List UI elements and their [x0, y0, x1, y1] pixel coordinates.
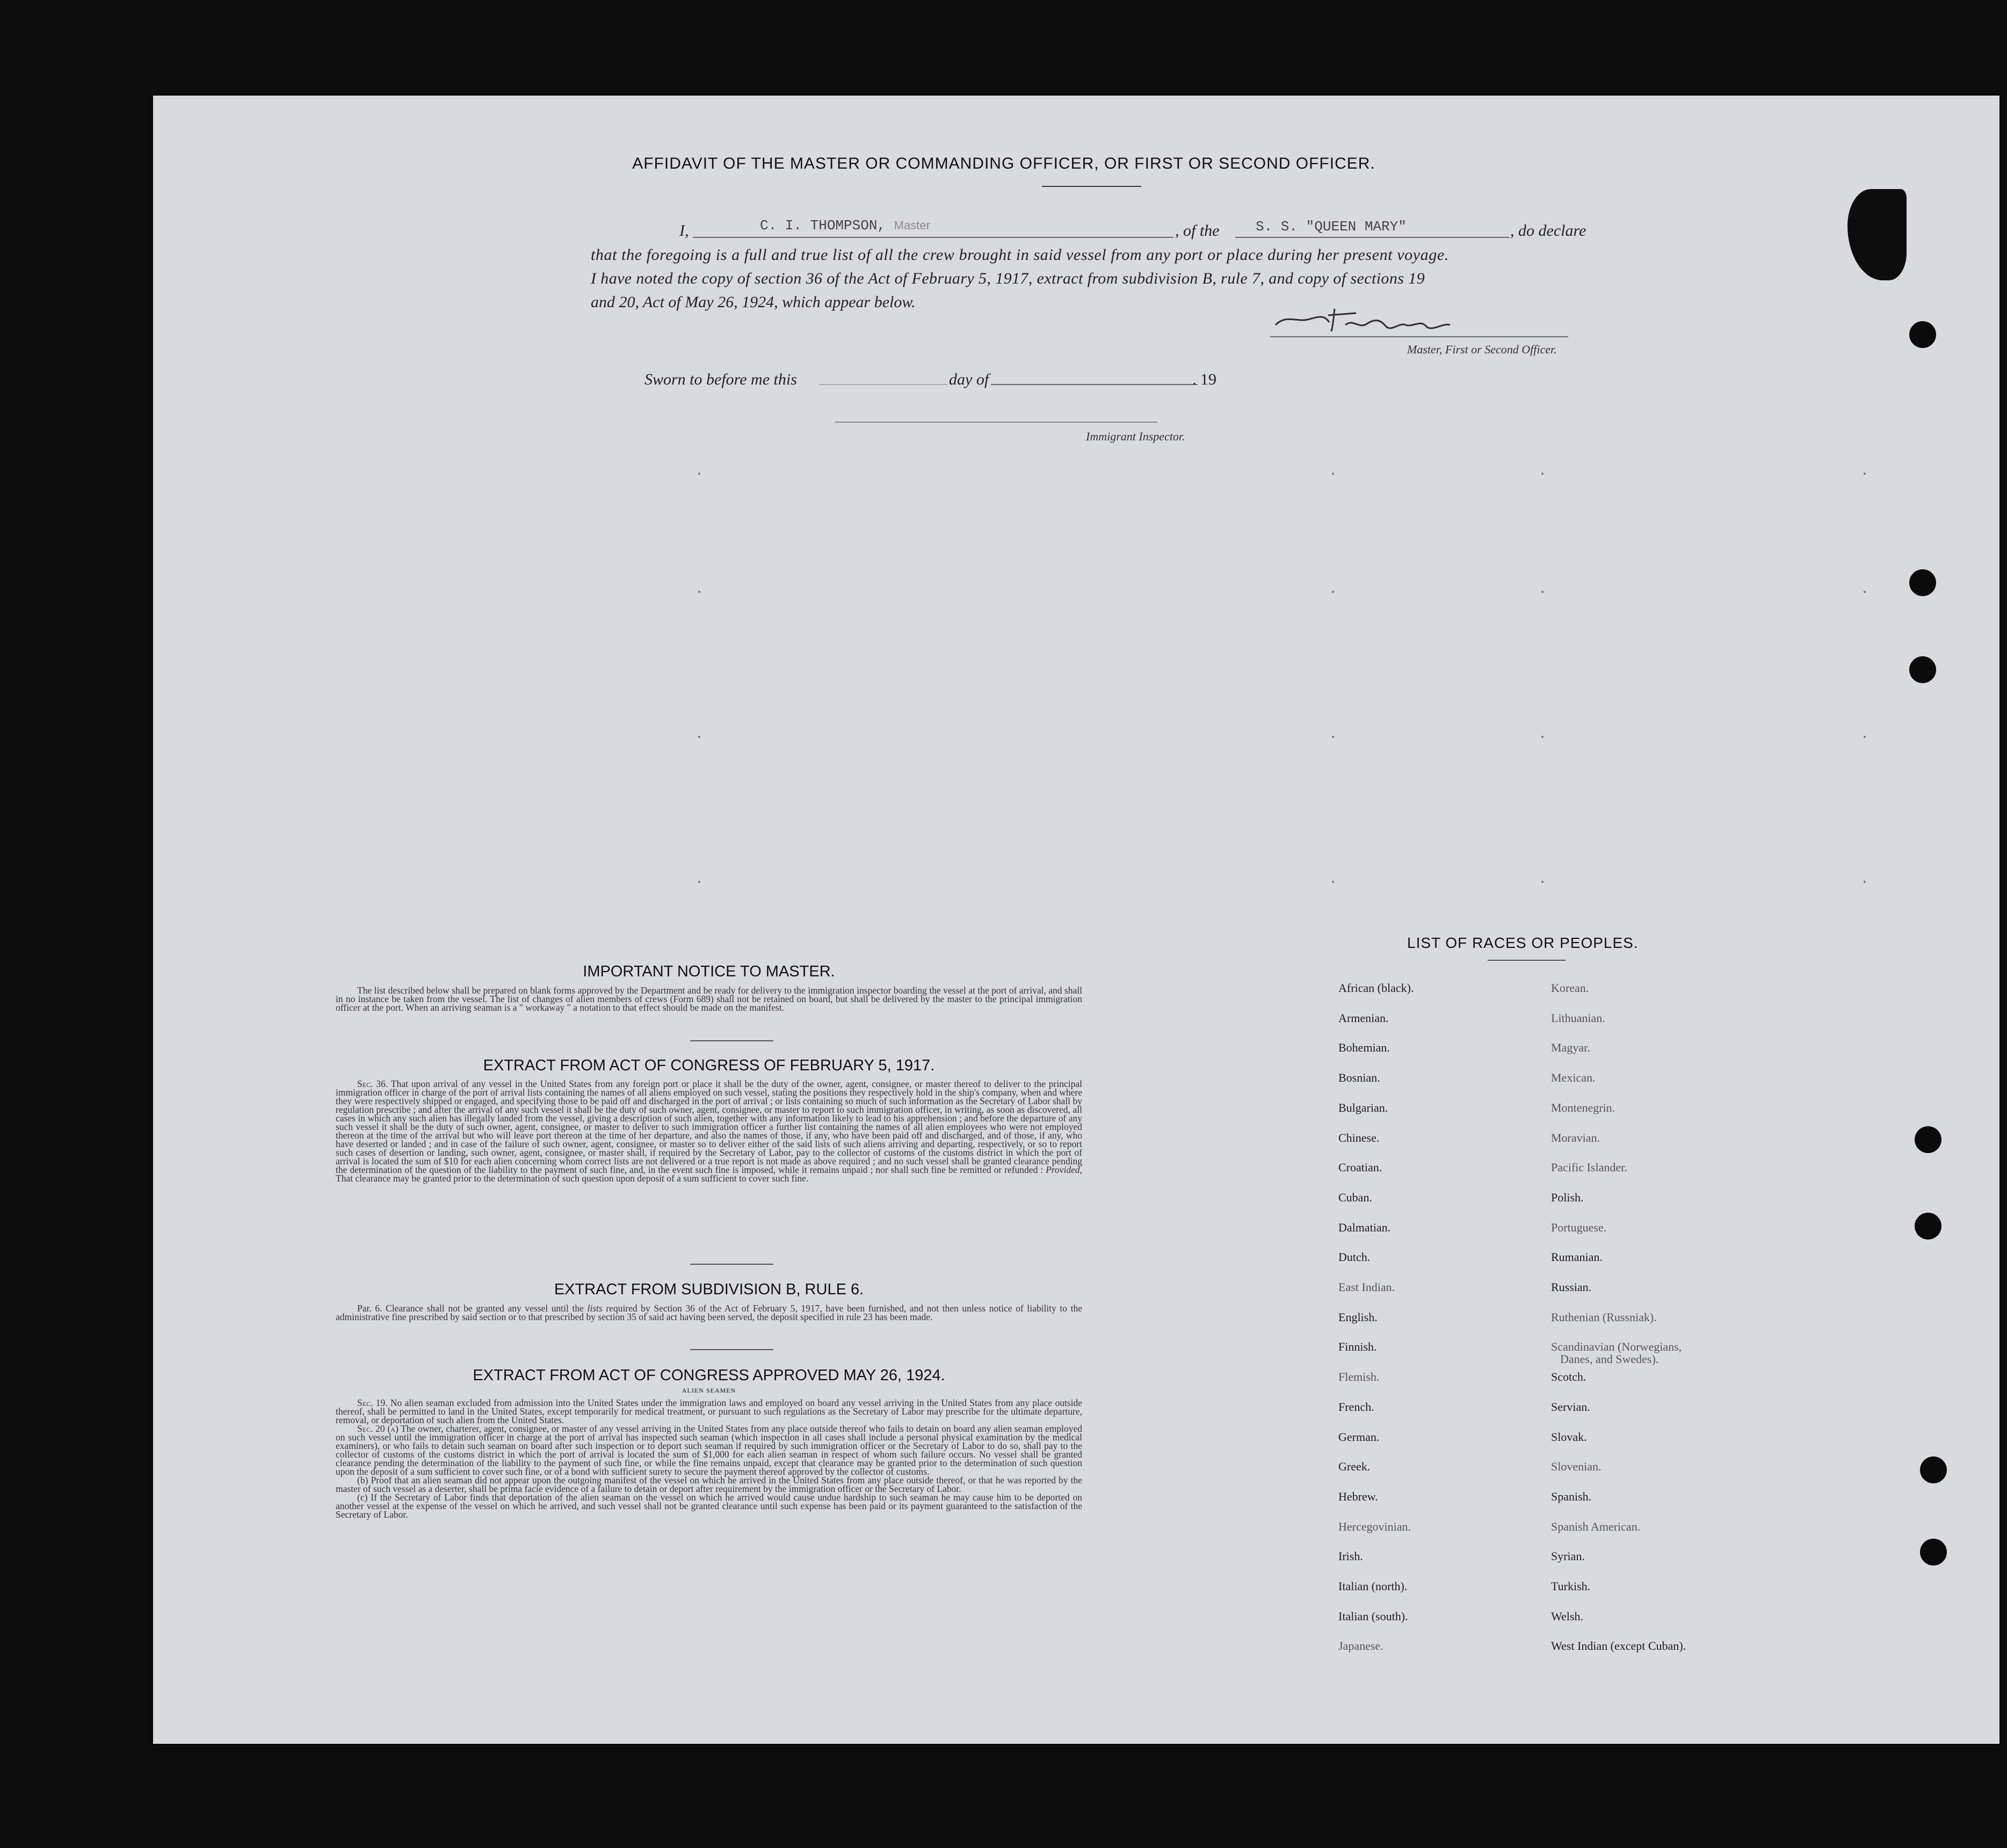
inspector-caption: Immigrant Inspector.	[1086, 430, 1185, 443]
master-signature	[1265, 298, 1458, 341]
race-item: French.	[1338, 1400, 1374, 1414]
race-item: Rumanian.	[1551, 1250, 1603, 1264]
i-label: I,	[679, 222, 689, 240]
column-mark	[1864, 736, 1866, 738]
title-underline	[1042, 186, 1141, 187]
do-declare-label: , do declare	[1510, 222, 1586, 240]
column-mark	[1332, 591, 1334, 593]
column-mark	[1332, 736, 1334, 738]
race-item: Croatian.	[1338, 1161, 1382, 1175]
extract-1917-body: Sec. 36. That upon arrival of any vessel in the United States from any foreign port or place it shall be the duty of the owner, agent, consignee, or master thereof to deliver to the principal immigration officer in charge of the port of arrival lists containing the names of all aliens employed on such vessel, stating the positions they respectively hold in the ship's company, when and where they were respectively shipped or engaged, and specifying those to be paid off and discharged in the port of arrival ; or lists containing so much of such information as the Secretary of Labor shall by regulation prescribe ; and after the arrival of any such vessel it shall be the duty of such owner, agent, consignee, or master to report to such immigration officer, in writing, as soon as discovered, all cases in which any such alien has illegally landed from the vessel, giving a description of such alien, together with any information likely to lead to his apprehension ; and before the departure of any such vessel it shall be the duty of such owner, agent, consignee, or master to deliver to such immigration officer a further list containing the names of all alien employees who were not employed thereon at the time of the arrival but who will leave port thereon at the time of her departure, and also the names of those, if any, who have been paid off and discharged, and of those, if any, who have deserted or landed ; and in case of the failure of such owner, agent, consignee, or master so to deliver either of the said lists of such aliens arriving and departing, respectively, or so to report such cases of desertion or landing, such owner, agent, consignee, or master shall, if required by the Secretary of Labor, pay to the collector of customs of the customs district in which the port of arrival is located the sum of $10 for each alien concerning whom correct lists are not delivered or a true report is not made as above required ; and no such vessel shall be granted clearance pending the determination of the question of the liability to the payment of such fine, and, in the event such fine is imposed, while it remains unpaid ; nor shall such fine be remitted or refunded : Provided, That clearance may be granted prior to the determination of such question upon deposit of a sum sufficient to cover such fine.	[336, 1078, 1082, 1184]
punch-hole	[1920, 1456, 1947, 1483]
race-item: Armenian.	[1338, 1011, 1389, 1025]
races-title: LIST OF RACES OR PEOPLES.	[1407, 934, 1639, 951]
extract-1924-subtitle: ALIEN SEAMEN	[682, 1387, 736, 1394]
notice-title: IMPORTANT NOTICE TO MASTER.	[583, 963, 835, 980]
day-of-label: day of	[949, 371, 989, 388]
signature-caption: Master, First or Second Officer.	[1407, 343, 1557, 356]
race-item: Russian.	[1551, 1280, 1592, 1294]
races-title-underline	[1488, 960, 1566, 961]
notice-body: The list described below shall be prepared on blank forms approved by the Department and be ready for delivery to the immigration inspector boarding the vessel at the port of arrival, and shall in no instance be taken from the vessel. The list of changes of alien members of crews (Form 689) shall not be retained on board, but shall be delivered by the master to the principal immigration officer at the port. When an arriving seaman is a " workaway " a notation to that effect should be made on the manifest.	[336, 985, 1082, 1013]
race-item: Lithuanian.	[1551, 1011, 1605, 1025]
race-item: Ruthenian (Russniak).	[1551, 1310, 1657, 1324]
sworn-month-line	[991, 384, 1198, 385]
race-item: Slovenian.	[1551, 1460, 1602, 1474]
race-item: Flemish.	[1338, 1370, 1380, 1384]
race-item: Korean.	[1551, 981, 1589, 995]
race-item: Welsh.	[1551, 1609, 1583, 1623]
punch-hole	[1915, 1213, 1941, 1240]
race-item: Finnish.	[1338, 1340, 1377, 1354]
race-item: Bulgarian.	[1338, 1100, 1388, 1114]
race-item: Mexican.	[1551, 1071, 1596, 1085]
column-mark	[1864, 473, 1866, 475]
vessel-name: S. S. "QUEEN MARY"	[1256, 219, 1407, 235]
race-item: Turkish.	[1551, 1579, 1591, 1593]
extract-rule6-title: EXTRACT FROM SUBDIVISION B, RULE 6.	[554, 1281, 864, 1298]
punch-hole	[1909, 321, 1936, 348]
column-mark	[698, 591, 700, 593]
sworn-label: Sworn to before me this	[644, 371, 797, 388]
punch-hole	[1915, 1126, 1941, 1153]
affidavit-line-4: and 20, Act of May 26, 1924, which appear below.	[591, 293, 916, 311]
column-mark	[1541, 881, 1544, 883]
column-mark	[698, 736, 700, 738]
signature-line	[1270, 336, 1568, 337]
punch-hole	[1909, 656, 1936, 683]
race-item: Bohemian.	[1338, 1041, 1390, 1055]
race-item: Scotch.	[1551, 1370, 1586, 1384]
race-item: Montenegrin.	[1551, 1100, 1615, 1114]
race-item: Cuban.	[1338, 1190, 1372, 1204]
column-mark	[1541, 736, 1544, 738]
race-item: Hebrew.	[1338, 1489, 1378, 1503]
column-mark	[1864, 881, 1866, 883]
race-item: Greek.	[1338, 1460, 1371, 1474]
race-continuation: Danes, and Swedes).	[1560, 1352, 1659, 1366]
race-item: Syrian.	[1551, 1549, 1585, 1563]
race-item: Servian.	[1551, 1400, 1590, 1414]
race-item: Pacific Islander.	[1551, 1161, 1627, 1175]
section-divider	[690, 1349, 773, 1350]
column-mark	[1332, 881, 1334, 883]
race-item: Chinese.	[1338, 1130, 1380, 1144]
race-item: Dutch.	[1338, 1250, 1371, 1264]
column-mark	[1541, 591, 1544, 593]
race-item: Hercegovinian.	[1338, 1519, 1411, 1533]
race-item: Irish.	[1338, 1549, 1363, 1563]
inspector-line	[835, 422, 1157, 423]
race-item: West Indian (except Cuban).	[1551, 1639, 1686, 1653]
race-item: English.	[1338, 1310, 1378, 1324]
section-divider	[690, 1264, 773, 1265]
column-mark	[698, 881, 700, 883]
race-item: Japanese.	[1338, 1639, 1383, 1653]
punch-hole	[1920, 1539, 1947, 1566]
race-item: Moravian.	[1551, 1130, 1600, 1144]
column-mark	[1332, 473, 1334, 475]
master-name-line	[693, 237, 1173, 238]
sworn-day-line	[819, 384, 948, 385]
race-item: Spanish American.	[1551, 1519, 1641, 1533]
race-item: Magyar.	[1551, 1041, 1590, 1055]
column-mark	[698, 473, 700, 475]
race-item: African (black).	[1338, 981, 1414, 995]
race-item: Portuguese.	[1551, 1220, 1607, 1234]
column-mark	[1864, 591, 1866, 593]
affidavit-title: AFFIDAVIT OF THE MASTER OR COMMANDING OFFICER, OR FIRST OR SECOND OFFICER.	[632, 155, 1375, 172]
year-label: . 19	[1192, 371, 1216, 388]
column-mark	[1541, 473, 1544, 475]
race-item: Scandinavian (Norwegians,	[1551, 1340, 1682, 1354]
vessel-name-line	[1235, 237, 1509, 238]
section-divider	[690, 1040, 773, 1041]
extract-1924-body: Sec. 19. No alien seaman excluded from admission into the United States under the immigration laws and employed on board any vessel arriving in the United States from any place outside thereof, shall be permitted to land in the United States, except temporarily for medical treatment, or pursuant to such regulations as the Secretary of Labor may prescribe for the ultimate departure, removal, or deportation of such alien from the United States. Sec. 20 (a) The owner, charterer, agent, consignee, or master of any vessel arriving in the United States from any place outside thereof who fails to detain on board any alien seaman employed on such vessel until the immigration officer in charge at the port of arrival has inspected such seaman (which inspection in all cases shall include a personal physical examination by the medical examiners), or who fails to detain such seaman on board after such inspection or to deport such seaman if required by such immigration officer or the Secretary of Labor to do so, shall pay to the collector of customs of the customs district in which the port of arrival is located the sum of $1,000 for each alien seaman in respect of whom such failure occurs. No vessel shall be granted clearance pending the determination of the liability to the payment of such fine, or while the fine remains unpaid, except that clearance may be granted prior to the determination of such question upon the deposit of a sum sufficient to cover such fine, or of a bond with sufficient surety to secure the payment thereof approved by the collector of customs. (b) Proof that an alien seaman did not appear upon the outgoing manifest of the vessel on which he arrived in the United States from any place outside thereof, or that he was reported by the master of such vessel as a deserter, shall be prima facie evidence of a failure to detain or deport after requirement by the immigration officer or the Secretary of Labor. (c) If the Secretary of Labor finds that deportation of the alien seaman on the vessel on which he arrived would cause undue hardship to such seaman he may cause him to be deported on another vessel at the expense of the vessel on which he arrived, and such vessel shall not be granted clearance until such expense has been paid or its payment guaranteed to the satisfaction of the Secretary of Labor.	[336, 1397, 1083, 1520]
extract-rule6-body: Par. 6. Clearance shall not be granted any vessel until the lists required by Section 36 of the Act of February 5, 1917, have been furnished, and not then unless notice of liability to the administrative fine prescribed by said section or to that prescribed by section 35 of said act having been served, the deposit specified in rule 23 has been made.	[336, 1303, 1083, 1322]
of-the-label: , of the	[1175, 222, 1220, 240]
master-name: C. I. THOMPSON, Master	[760, 218, 930, 234]
race-item: Bosnian.	[1338, 1071, 1380, 1085]
race-item: Italian (south).	[1338, 1609, 1408, 1623]
race-item: Slovak.	[1551, 1430, 1587, 1444]
race-item: Dalmatian.	[1338, 1220, 1391, 1234]
race-item: East Indian.	[1338, 1280, 1395, 1294]
race-item: Polish.	[1551, 1190, 1584, 1204]
extract-1917-title: EXTRACT FROM ACT OF CONGRESS OF FEBRUARY 5, 1917.	[483, 1057, 935, 1074]
race-item: German.	[1338, 1430, 1380, 1444]
extract-1924-title: EXTRACT FROM ACT OF CONGRESS APPROVED MAY 26, 1924.	[473, 1367, 945, 1384]
punch-hole	[1909, 569, 1936, 596]
race-item: Spanish.	[1551, 1489, 1592, 1503]
race-item: Italian (north).	[1338, 1579, 1408, 1593]
affidavit-line-3: I have noted the copy of section 36 of the Act of February 5, 1917, extract from subdivision B, rule 7, and copy of sections 19	[591, 270, 1425, 287]
affidavit-line-2: that the foregoing is a full and true list of all the crew brought in said vessel from any port or place during her present voyage.	[591, 246, 1449, 264]
